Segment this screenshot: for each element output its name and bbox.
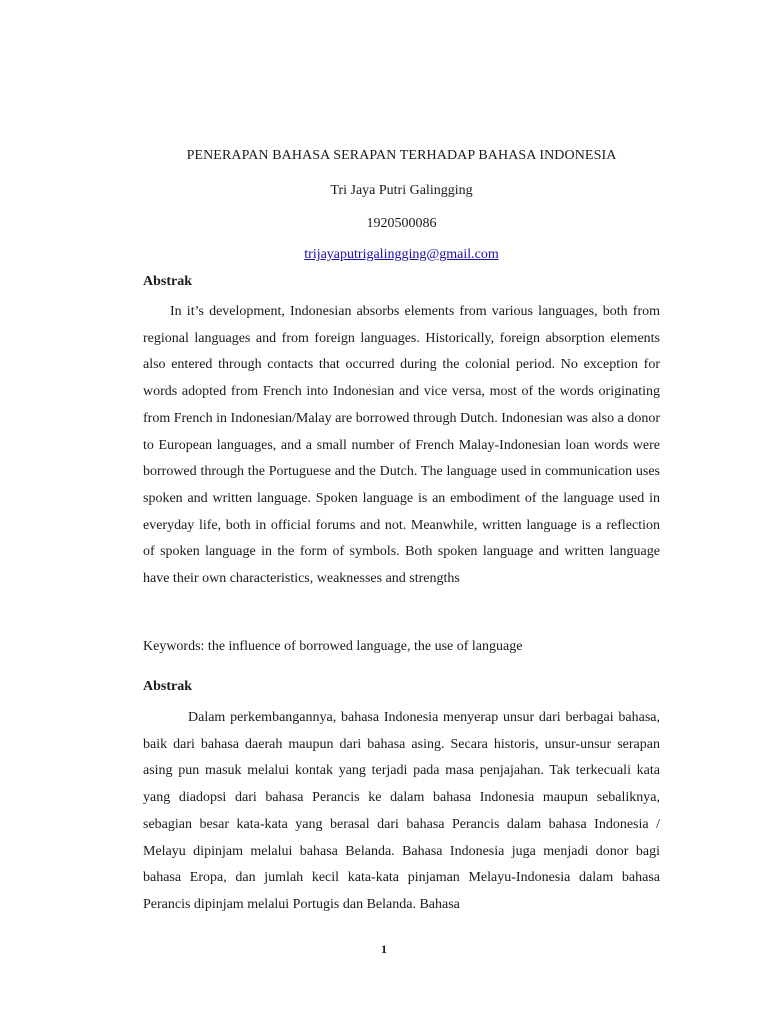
abstract-id-body: Dalam perkembangannya, bahasa Indonesia menyerap unsur dari berbagai bahasa, baik dari bahasa daerah maupun dari bahasa asing. Secara historis, unsur-unsur serapan asing pun masuk melalui kontak yang terjadi pada masa penjajahan. Tak terkecuali kata yang diadopsi dari bahasa Perancis ke dalam bahasa Indonesia maupun sebaliknya, sebagian besar kata-kata yang berasal dari bahasa Perancis dalam bahasa Indonesia / Melayu dipinjam melalui bahasa Belanda. Bahasa Indonesia juga menjadi donor bagi bahasa Eropa, dan jumlah kecil kata-kata pinjaman Melayu-Indonesia dalam bahasa Perancis dipinjam melalui Portugis dan Belanda. Bahasa bbox=[143, 710, 660, 912]
student-id: 1920500086 bbox=[366, 216, 437, 231]
keywords: Keywords: the influence of borrowed language, the use of language bbox=[143, 639, 523, 654]
email-link[interactable]: trijayaputrigalingging@gmail.com bbox=[304, 247, 499, 262]
author-name: Tri Jaya Putri Galingging bbox=[330, 183, 473, 198]
abstract-id-heading: Abstrak bbox=[143, 679, 193, 694]
paper-header bbox=[143, 146, 660, 265]
paper-title: PENERAPAN BAHASA SERAPAN TERHADAP BAHASA INDONESIA bbox=[186, 148, 617, 163]
abstract-en-heading: Abstrak bbox=[143, 274, 193, 289]
author-email bbox=[143, 245, 660, 265]
page-number: 1 bbox=[381, 942, 387, 956]
abstract-en-body: In it’s development, Indonesian absorbs elements from various languages, both from regional languages and from foreign languages. Historically, foreign absorption elements also entered through contacts that occurred during the colonial period. No exception for words adopted from French into Indonesian and vice versa, most of the words originating from French in Indonesian/Malay are borrowed through Dutch. Indonesian was also a donor to European languages, and a small number of French Malay-Indonesian loan words were borrowed through the Portuguese and the Dutch. The language used in communication uses spoken and written language. Spoken language is an embodiment of the language used in everyday life, both in official forums and not. Meanwhile, written language is a reflection of spoken language in the form of symbols. Both spoken language and written language have their own characteristics, weaknesses and strengths bbox=[143, 304, 660, 587]
